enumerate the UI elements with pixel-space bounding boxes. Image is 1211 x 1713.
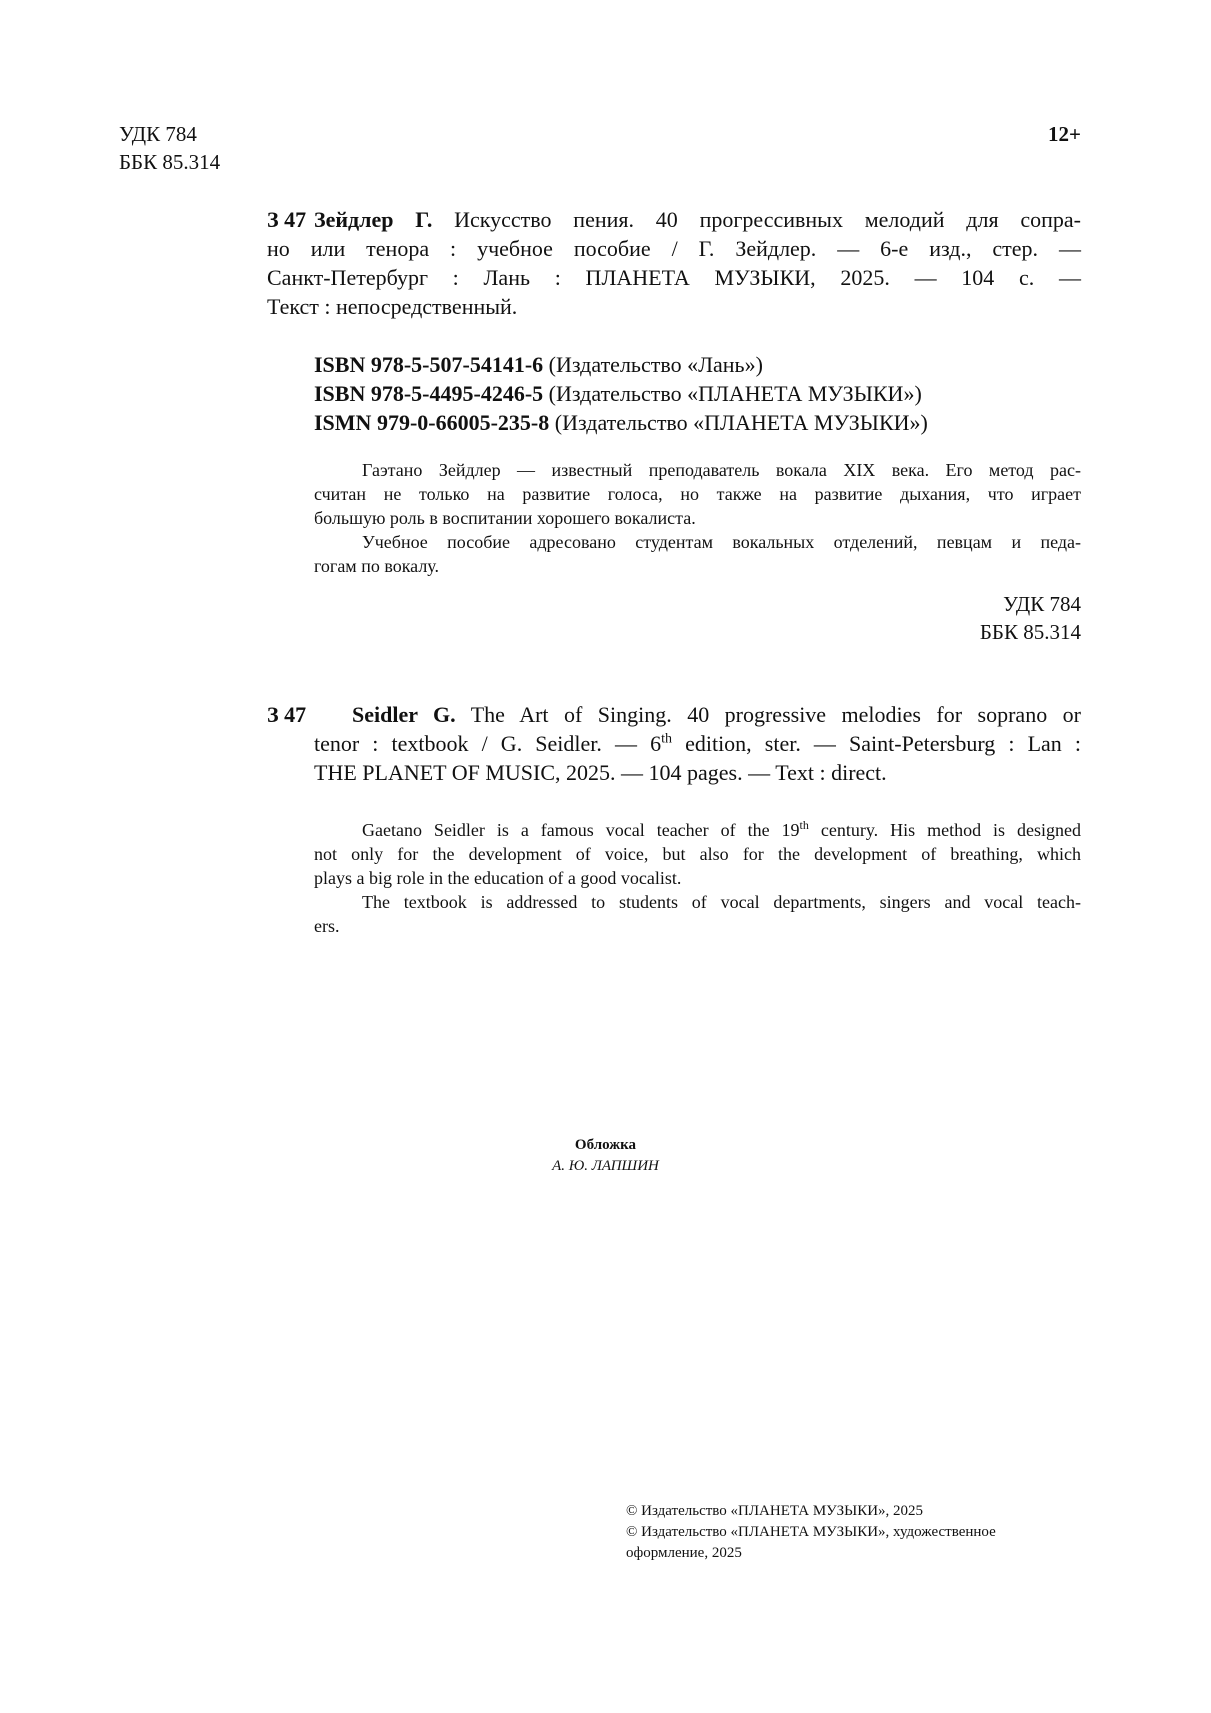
annotation-line: считан не только на развитие голоса, но также на развитие дыхания, что играет — [314, 484, 1081, 504]
copyright-line: © Издательство «ПЛАНЕТА МУЗЫКИ», художественное — [626, 1524, 996, 1540]
entry-line: Текст : непосредственный. — [267, 294, 518, 319]
copyright-line: оформление, 2025 — [626, 1545, 742, 1561]
annotation-en — [314, 818, 1081, 938]
author-name: Зейдлер Г. — [314, 207, 433, 232]
annotation-line: not only for the development of voice, but also for the development of breathing, which — [314, 844, 1081, 864]
annotation-line: Gaetano Seidler is a famous vocal teacher of the 19th century. His method is designed — [362, 818, 1082, 840]
annotation-line: гогам по вокалу. — [314, 556, 440, 576]
udk-code: УДК 784 — [119, 122, 197, 146]
annotation-ru — [314, 458, 1081, 578]
annotation-line: большую роль в воспитании хорошего вокалиста. — [314, 508, 696, 528]
isbn-line: ISBN 978-5-4495-4246-5 (Издательство «ПЛАНЕТА МУЗЫКИ») — [314, 381, 922, 406]
entry-line: Санкт-Петербург : Лань : ПЛАНЕТА МУЗЫКИ, 2025. — 104 с. — — [267, 265, 1081, 290]
udk-code: УДК 784 — [1003, 592, 1081, 616]
cover-label: Обложка — [574, 1137, 637, 1153]
classification-right — [870, 590, 1081, 646]
cover-credit — [0, 1135, 1211, 1177]
copyright-notice — [626, 1501, 996, 1564]
annotation-line: ers. — [314, 916, 340, 936]
entry-line: Зейдлер Г. Искусство пения. 40 прогрессивных мелодий для сопра- — [314, 207, 1081, 232]
ismn-line: ISMN 979-0-66005-235-8 (Издательство «ПЛАНЕТА МУЗЫКИ») — [314, 410, 928, 435]
header-classification — [119, 120, 220, 176]
entry-line: tenor : textbook / G. Seidler. — 6th edition, ster. — Saint-Petersburg : Lan : — [314, 731, 1081, 756]
annotation-line: Учебное пособие адресовано студентам вокальных отделений, певцам и педа- — [362, 532, 1081, 552]
entry-line: Seidler G. The Art of Singing. 40 progressive melodies for soprano or — [352, 702, 1081, 727]
cover-designer: А. Ю. ЛАПШИН — [552, 1158, 659, 1174]
annotation-line: The textbook is addressed to students of vocal departments, singers and vocal teach- — [362, 892, 1081, 912]
author-mark-ru: З 47 — [267, 207, 307, 232]
annotation-line: plays a big role in the education of a good vocalist. — [314, 868, 682, 888]
age-rating: 12+ — [1048, 122, 1081, 146]
author-name: Seidler G. — [352, 702, 456, 727]
bibliographic-entry-en — [314, 700, 1081, 787]
entry-line: но или тенора : учебное пособие / Г. Зейдлер. — 6-е изд., стер. — — [267, 236, 1081, 261]
isbn-list — [314, 350, 928, 437]
bbk-code: ББК 85.314 — [979, 620, 1081, 644]
entry-line: THE PLANET OF MUSIC, 2025. — 104 pages. — Text : direct. — [314, 760, 887, 785]
isbn-line: ISBN 978-5-507-54141-6 (Издательство «Лань») — [314, 352, 763, 377]
annotation-line: Гаэтано Зейдлер — известный преподаватель вокала XIX века. Его метод рас- — [362, 460, 1081, 480]
bbk-code: ББК 85.314 — [119, 150, 221, 174]
author-mark-en: З 47 — [267, 702, 307, 727]
copyright-line: © Издательство «ПЛАНЕТА МУЗЫКИ», 2025 — [626, 1503, 924, 1519]
